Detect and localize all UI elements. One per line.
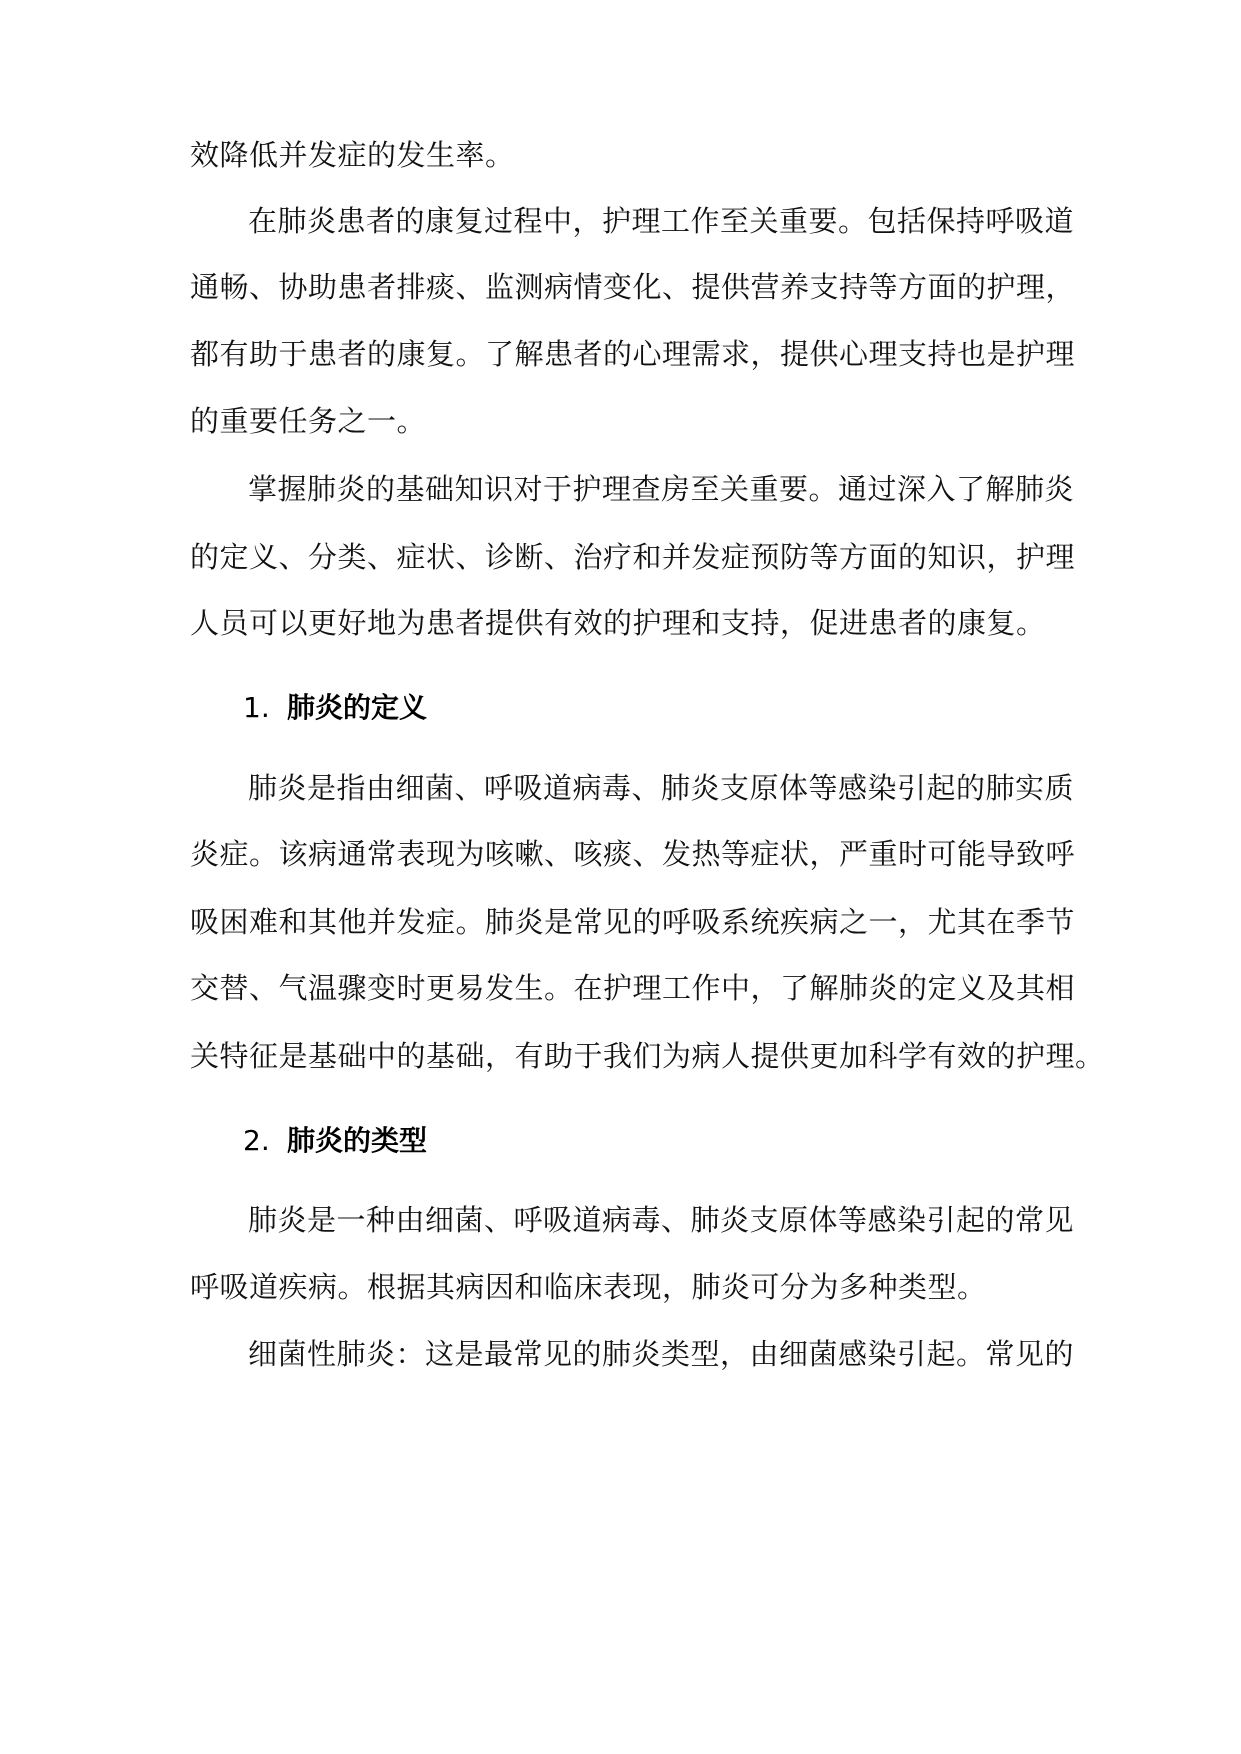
section-heading [243,688,427,728]
text-line: 交替、气温骤变时更易发生。在护理工作中，了解肺炎的定义及其相 [190,971,1076,1005]
section-title: 肺炎的定义 [287,691,428,724]
text-line: 关特征是基础中的基础，有助于我们为病人提供更加科学有效的护理。 [190,1039,1105,1073]
section-number: 1. [243,691,270,724]
text-line: 炎症。该病通常表现为咳嗽、咳痰、发热等症状，严重时可能导致呼 [190,837,1076,871]
section-number: 2. [243,1124,270,1157]
text-line: 掌握肺炎的基础知识对于护理查房至关重要。通过深入了解肺炎 [248,472,1075,506]
text-line: 人员可以更好地为患者提供有效的护理和支持，促进患者的康复。 [190,606,1046,640]
text-line: 肺炎是一种由细菌、呼吸道病毒、肺炎支原体等感染引起的常见 [248,1203,1075,1237]
text-line: 呼吸道疾病。根据其病因和临床表现，肺炎可分为多种类型。 [190,1270,987,1304]
text-line: 细菌性肺炎：这是最常见的肺炎类型，由细菌感染引起。常见的 [248,1337,1075,1371]
section-heading [243,1121,427,1161]
text-line: 肺炎是指由细菌、呼吸道病毒、肺炎支原体等感染引起的肺实质 [248,771,1075,805]
text-line: 的重要任务之一。 [190,404,427,438]
section-title: 肺炎的类型 [287,1124,428,1157]
text-line: 都有助于患者的康复。了解患者的心理需求，提供心理支持也是护理 [190,337,1076,371]
text-line: 通畅、协助患者排痰、监测病情变化、提供营养支持等方面的护理， [190,270,1076,304]
text-line: 在肺炎患者的康复过程中，护理工作至关重要。包括保持呼吸道 [248,204,1075,238]
text-line: 吸困难和其他并发症。肺炎是常见的呼吸系统疾病之一，尤其在季节 [190,905,1076,939]
text-line: 效降低并发症的发生率。 [190,138,515,172]
text-line: 的定义、分类、症状、诊断、治疗和并发症预防等方面的知识，护理 [190,540,1076,574]
